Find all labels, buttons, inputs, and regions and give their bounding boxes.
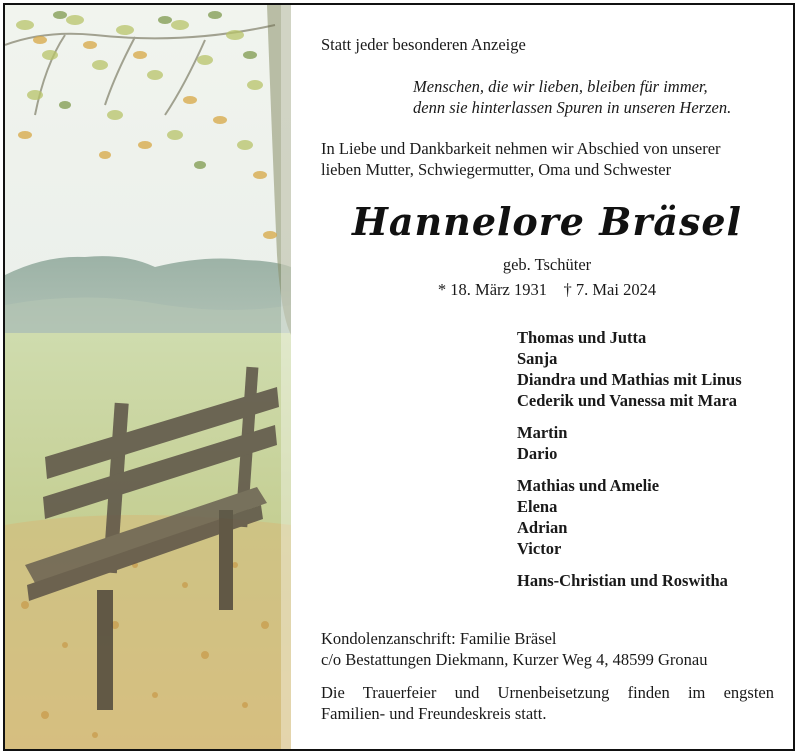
quote-line-2: denn sie hinterlassen Spuren in unseren Herzen. [413, 98, 732, 117]
condolence-line-2: c/o Bestattungen Diekmann, Kurzer Weg 4, 48599 Gronau [321, 650, 708, 669]
bench-illustration [5, 5, 291, 749]
notice-text [319, 5, 775, 749]
family-member: Cederik und Vanessa mit Mara [517, 391, 738, 410]
ceremony-line-2: Familien- und Freundeskreis statt. [321, 704, 547, 723]
family-member: Thomas und Jutta [517, 328, 647, 347]
family-member: Adrian [517, 518, 568, 537]
family-member: Sanja [517, 349, 558, 368]
family-member: Diandra und Mathias mit Linus [517, 370, 742, 389]
birth-name: geb. Tschüter [502, 255, 592, 274]
family-member: Victor [517, 539, 562, 558]
life-dates: * 18. März 1931 † 7. Mai 2024 [437, 280, 657, 299]
family-member: Mathias und Amelie [517, 476, 660, 495]
autumn-bench-photo [5, 5, 291, 749]
ceremony-line-1: Die Trauerfeier und Urnenbeisetzung finden im engsten [321, 683, 774, 702]
family-member: Dario [517, 444, 558, 463]
deceased-name: Hannelore Bräsel [352, 199, 742, 244]
obituary-notice [3, 3, 795, 751]
family-member: Martin [517, 423, 568, 442]
family-member: Hans-Christian und Roswitha [517, 571, 728, 590]
header-line: Statt jeder besonderen Anzeige [321, 35, 526, 54]
intro-line-1: In Liebe und Dankbarkeit nehmen wir Abschied von unserer [321, 139, 721, 158]
condolence-line-1: Kondolenzanschrift: Familie Bräsel [321, 629, 557, 648]
intro-line-2: lieben Mutter, Schwiegermutter, Oma und Schwester [321, 160, 672, 179]
quote-line-1: Menschen, die wir lieben, bleiben für immer, [413, 77, 708, 96]
family-member: Elena [517, 497, 558, 516]
